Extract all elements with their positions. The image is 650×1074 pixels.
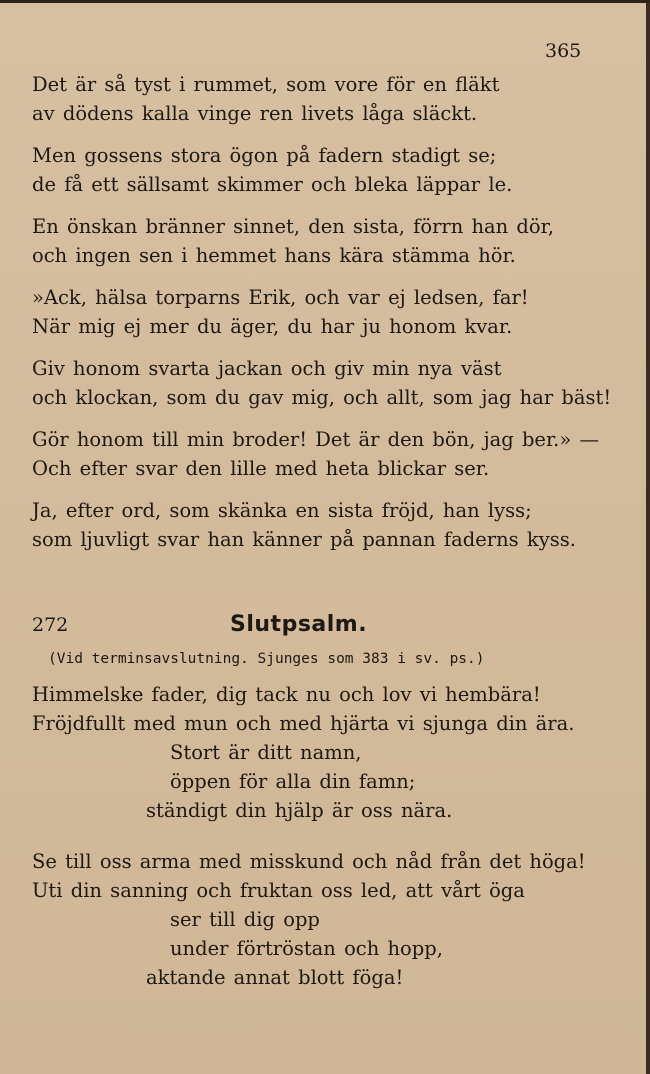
poem-line: Gör honom till min broder! Det är den bön, jag ber.» — (32, 428, 599, 451)
page-top-edge (0, 0, 650, 3)
hymn-title: Slutpsalm. (230, 612, 368, 637)
poem-stanza (32, 283, 622, 341)
poem-line: Men gossens stora ögon på fadern stadigt se; (32, 144, 497, 167)
hymn-line: ser till dig opp (170, 908, 320, 931)
poem-line: som ljuvligt svar han känner på pannan faderns kyss. (32, 528, 576, 551)
poem-line: de få ett sällsamt skimmer och bleka läppar le. (32, 173, 513, 196)
poem-stanza (32, 141, 622, 199)
poem-stanza (32, 425, 622, 483)
hymn-line: Himmelske fader, dig tack nu och lov vi hembära! (32, 683, 541, 706)
poem-stanza (32, 496, 622, 554)
hymn-line: aktande annat blott föga! (146, 966, 404, 989)
poem-line: Giv honom svarta jackan och giv min nya väst (32, 357, 502, 380)
poem-stanza (32, 354, 622, 412)
poem-line: av dödens kalla vinge ren livets låga släckt. (32, 102, 478, 125)
poem-line: Och efter svar den lille med heta blickar ser. (32, 457, 490, 480)
hymn-line: ständigt din hjälp är oss nära. (146, 799, 453, 822)
poem-stanza (32, 70, 622, 128)
hymn-header (32, 612, 622, 642)
poem-line: »Ack, hälsa torparns Erik, och var ej ledsen, far! (32, 286, 529, 309)
poem-line: När mig ej mer du äger, du har ju honom kvar. (32, 315, 513, 338)
poem-line: och ingen sen i hemmet hans kära stämma hör. (32, 244, 516, 267)
poem-line: Det är så tyst i rummet, som vore för en fläkt (32, 73, 500, 96)
hymn-line: under förtröstan och hopp, (170, 937, 443, 960)
hymn-line: öppen för alla din famn; (170, 770, 416, 793)
hymn-line: Se till oss arma med misskund och nåd från det höga! (32, 850, 586, 873)
poem-line: Ja, efter ord, som skänka en sista fröjd, han lyss; (32, 499, 532, 522)
poem-stanza (32, 212, 622, 270)
hymn-line: Fröjdfullt med mun och med hjärta vi sjunga din ära. (32, 712, 575, 735)
hymn-number: 272 (32, 614, 69, 636)
poem-text (32, 70, 622, 567)
hymn-note: (Vid terminsavslutning. Sjunges som 383 i sv. ps.) (48, 651, 485, 667)
page-number: 365 (545, 40, 582, 62)
hymn-text (32, 680, 622, 1014)
poem-line: En önskan bränner sinnet, den sista, förrn han dör, (32, 215, 555, 238)
hymn-stanza (32, 847, 622, 992)
hymn-line: Stort är ditt namn, (170, 741, 362, 764)
hymn-line: Uti din sanning och fruktan oss led, att vårt öga (32, 879, 525, 902)
hymn-stanza (32, 680, 622, 825)
poem-line: och klockan, som du gav mig, och allt, som jag har bäst! (32, 386, 612, 409)
